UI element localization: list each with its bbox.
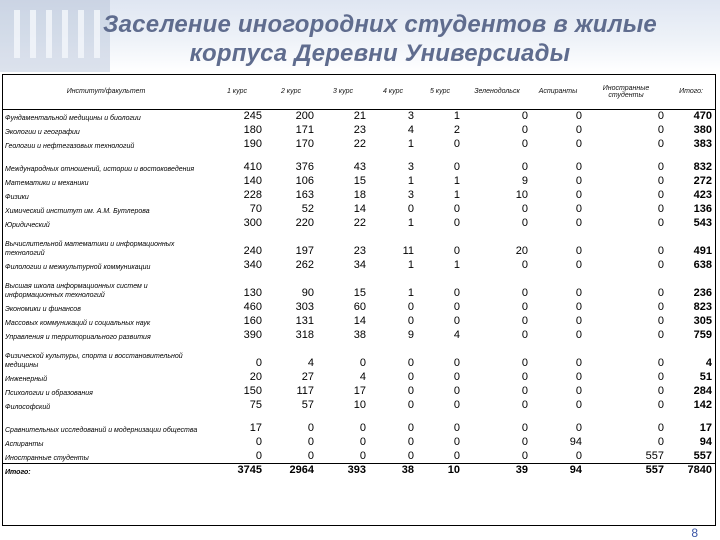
cell-total: 136 (693, 203, 712, 215)
cell-c4: 0 (407, 357, 414, 369)
cell-total: 284 (693, 385, 712, 397)
cell-c4: 38 (369, 463, 417, 477)
institute-name: Геологии и нефтегазовых технологий (5, 143, 135, 150)
cell-asp: 0 (575, 301, 582, 313)
cell-c3: 18 (353, 189, 366, 201)
institute-name: Аспиранты (5, 441, 44, 448)
cell-asp: 0 (575, 203, 582, 215)
cell-ino: 0 (657, 245, 664, 257)
cell-total: 491 (693, 245, 712, 257)
institute-name: Массовых коммуникаций и социальных наук (5, 320, 151, 327)
cell-zel: 10 (515, 189, 528, 201)
cell-c4: 9 (407, 329, 414, 341)
cell-c3: 0 (359, 357, 366, 369)
cell-ino: 0 (657, 124, 664, 136)
cell-total: 470 (693, 110, 712, 122)
cell-c5: 0 (453, 422, 460, 434)
table-row (3, 109, 715, 123)
cell-c2: 52 (301, 203, 314, 215)
header-total: Итого: (667, 75, 715, 109)
cell-ino: 0 (657, 110, 664, 122)
table-row (3, 435, 715, 449)
cell-total: 557 (693, 449, 712, 462)
cell-c1: 300 (243, 217, 262, 229)
institute-name: Филологии и межкультурной коммуникации (5, 264, 151, 271)
cell-zel: 0 (521, 138, 528, 150)
table-row (3, 188, 715, 202)
institute-name: Управления и территориального развития (5, 334, 151, 341)
cell-ino: 0 (657, 287, 664, 299)
cell-c2: 57 (301, 399, 314, 411)
cell-total: 543 (693, 217, 712, 229)
cell-c5: 0 (453, 203, 460, 215)
header-zelenodolsk: Зеленодольск (463, 75, 531, 109)
cell-asp: 0 (575, 110, 582, 122)
cell-c3: 17 (353, 385, 366, 397)
grand-total-label: Итого: (3, 463, 209, 477)
table-row (3, 398, 715, 412)
cell-c2: 131 (295, 315, 314, 327)
cell-c2: 303 (295, 301, 314, 313)
cell-c2: 163 (295, 189, 314, 201)
cell-c1: 17 (249, 422, 262, 434)
cell-c5: 0 (453, 138, 460, 150)
cell-ino: 0 (657, 161, 664, 173)
cell-ino: 0 (657, 203, 664, 215)
cell-c4: 0 (407, 436, 414, 448)
institute-name: Экономики и финансов (5, 306, 81, 313)
cell-ino: 0 (657, 175, 664, 187)
cell-c3: 10 (353, 399, 366, 411)
cell-c4: 1 (407, 175, 414, 187)
cell-c3: 43 (353, 161, 366, 173)
cell-asp: 0 (575, 315, 582, 327)
cell-zel: 0 (521, 287, 528, 299)
header-course-2: 2 курс (265, 75, 317, 109)
cell-asp: 0 (575, 161, 582, 173)
table-row (3, 384, 715, 398)
cell-c4: 3 (407, 161, 414, 173)
table-row (3, 300, 715, 314)
cell-c4: 0 (407, 315, 414, 327)
cell-zel: 0 (521, 124, 528, 136)
cell-c5: 2 (453, 124, 460, 136)
cell-total: 832 (693, 161, 712, 173)
cell-total: 236 (693, 287, 712, 299)
cell-c5: 1 (453, 189, 460, 201)
cell-c4: 1 (407, 217, 414, 229)
cell-c5: 4 (453, 329, 460, 341)
cell-c1: 160 (243, 315, 262, 327)
header-course-5: 5 курс (417, 75, 463, 109)
header-banner (0, 0, 720, 72)
cell-ino: 0 (657, 357, 664, 369)
cell-c4: 3 (407, 189, 414, 201)
cell-zel: 0 (521, 161, 528, 173)
cell-c1: 340 (243, 259, 262, 271)
cell-c1: 245 (243, 110, 262, 122)
cell-zel: 9 (521, 175, 528, 187)
cell-c2: 2964 (265, 463, 317, 477)
page-number: 8 (691, 526, 698, 540)
cell-c5: 0 (453, 436, 460, 448)
cell-c3: 21 (353, 110, 366, 122)
cell-c2: 90 (301, 287, 314, 299)
cell-zel: 0 (521, 385, 528, 397)
cell-c2: 27 (301, 371, 314, 383)
institute-name: Юридический (5, 222, 50, 229)
cell-asp: 0 (575, 287, 582, 299)
header-foreign-students: Иностранные студенты (585, 75, 667, 109)
cell-total: 7840 (667, 463, 715, 477)
cell-c5: 1 (453, 259, 460, 271)
cell-c3: 60 (353, 301, 366, 313)
cell-total: 142 (693, 399, 712, 411)
cell-c4: 0 (407, 301, 414, 313)
cell-zel: 0 (521, 422, 528, 434)
institute-name: Химический институт им. А.М. Бутлерова (5, 208, 150, 215)
cell-c1: 0 (255, 357, 262, 369)
cell-c1: 70 (249, 203, 262, 215)
slide-title: Заселение иногородних студентов в жилые корпуса Деревни Универсиады (103, 11, 657, 67)
institute-name: Физической культуры, спорта и восстановительной медицины (5, 353, 183, 369)
cell-c3: 23 (353, 124, 366, 136)
cell-asp: 0 (575, 449, 582, 462)
cell-c4: 0 (407, 449, 414, 462)
cell-zel: 0 (521, 399, 528, 411)
cell-c2: 220 (295, 217, 314, 229)
cell-asp: 0 (575, 371, 582, 383)
institute-name: Высшая школа информационных систем и информационных технологий (5, 283, 148, 299)
cell-c5: 1 (453, 110, 460, 122)
cell-c2: 117 (296, 385, 314, 397)
table-row (3, 258, 715, 272)
cell-c4: 0 (407, 422, 414, 434)
cell-ino: 557 (585, 463, 667, 477)
cell-c3: 0 (359, 436, 366, 448)
cell-zel: 0 (521, 110, 528, 122)
cell-zel: 0 (521, 203, 528, 215)
cell-asp: 0 (575, 422, 582, 434)
accommodation-table (2, 74, 716, 526)
cell-asp: 0 (575, 217, 582, 229)
cell-c5: 0 (453, 301, 460, 313)
table-row (3, 412, 715, 435)
cell-total: 380 (693, 124, 712, 136)
cell-total: 4 (705, 357, 712, 369)
cell-zel: 0 (521, 259, 528, 271)
header-course-1: 1 курс (209, 75, 265, 109)
table-row (3, 174, 715, 188)
cell-zel: 20 (515, 245, 528, 257)
cell-c3: 14 (353, 315, 366, 327)
header-course-4: 4 курс (369, 75, 417, 109)
cell-total: 305 (693, 315, 712, 327)
table-row (3, 370, 715, 384)
institute-name: Фундаментальной медицины и биологии (5, 115, 141, 122)
cell-asp: 0 (575, 399, 582, 411)
cell-asp: 0 (575, 138, 582, 150)
cell-ino: 0 (657, 436, 664, 448)
cell-c2: 0 (307, 422, 314, 434)
institute-name: Математики и механики (5, 180, 89, 187)
cell-c3: 15 (353, 175, 366, 187)
cell-total: 17 (699, 422, 712, 434)
cell-c2: 171 (295, 124, 314, 136)
cell-ino: 0 (657, 259, 664, 271)
cell-c2: 197 (295, 245, 314, 257)
cell-c1: 0 (255, 436, 262, 448)
cell-ino: 0 (657, 329, 664, 341)
cell-total: 823 (693, 301, 712, 313)
cell-asp: 94 (531, 463, 585, 477)
cell-c2: 262 (295, 259, 314, 271)
table-row (3, 230, 715, 258)
cell-total: 423 (693, 189, 712, 201)
table-row (3, 123, 715, 137)
cell-c5: 0 (453, 449, 460, 462)
cell-c3: 34 (353, 259, 366, 271)
cell-ino: 0 (657, 301, 664, 313)
cell-c2: 318 (295, 329, 314, 341)
cell-c4: 1 (407, 287, 414, 299)
cell-zel: 0 (521, 449, 528, 462)
table-row (3, 272, 715, 300)
cell-asp: 0 (575, 245, 582, 257)
cell-asp: 0 (575, 385, 582, 397)
cell-asp: 0 (575, 189, 582, 201)
cell-asp: 94 (569, 436, 582, 448)
institute-name: Иностранные студенты (5, 454, 89, 462)
cell-c4: 1 (407, 259, 414, 271)
header-graduate-students: Аспиранты (531, 75, 585, 109)
cell-c3: 393 (317, 463, 369, 477)
cell-c1: 240 (243, 245, 262, 257)
institute-name: Сравнительных исследований и модернизации общества (5, 427, 198, 434)
institute-name: Психологии и образования (5, 390, 93, 397)
cell-c4: 0 (407, 371, 414, 383)
cell-c5: 0 (453, 217, 460, 229)
cell-c3: 22 (353, 138, 366, 150)
cell-c2: 0 (307, 449, 314, 462)
cell-zel: 0 (521, 371, 528, 383)
cell-c4: 4 (407, 124, 414, 136)
cell-c2: 0 (307, 436, 314, 448)
cell-c1: 3745 (209, 463, 265, 477)
cell-c3: 22 (353, 217, 366, 229)
cell-asp: 0 (575, 259, 582, 271)
table-row (3, 216, 715, 230)
cell-c1: 410 (243, 161, 262, 173)
table-row (3, 449, 715, 463)
cell-c3: 23 (353, 245, 366, 257)
cell-total: 272 (693, 175, 712, 187)
cell-ino: 557 (645, 449, 664, 462)
table-row (3, 151, 715, 174)
cell-c3: 0 (359, 422, 366, 434)
table-row (3, 328, 715, 342)
cell-ino: 0 (657, 138, 664, 150)
cell-ino: 0 (657, 315, 664, 327)
cell-zel: 0 (521, 301, 528, 313)
cell-zel: 0 (521, 436, 528, 448)
cell-asp: 0 (575, 175, 582, 187)
cell-ino: 0 (657, 385, 664, 397)
cell-c5: 0 (453, 287, 460, 299)
cell-c5: 0 (453, 399, 460, 411)
cell-c2: 200 (295, 110, 314, 122)
cell-zel: 39 (463, 463, 531, 477)
cell-c4: 0 (407, 203, 414, 215)
institute-name: Физики (5, 194, 29, 201)
table-row (3, 202, 715, 216)
cell-c1: 130 (243, 287, 262, 299)
cell-c4: 0 (407, 399, 414, 411)
cell-c1: 180 (243, 124, 262, 136)
cell-total: 51 (699, 371, 712, 383)
cell-c1: 20 (249, 371, 262, 383)
table-header-row (3, 75, 715, 109)
cell-c1: 228 (243, 189, 262, 201)
cell-c5: 0 (453, 161, 460, 173)
cell-c1: 0 (255, 449, 262, 462)
cell-zel: 0 (521, 329, 528, 341)
institute-name: Международных отношений, истории и востоковедения (5, 166, 195, 173)
cell-c3: 4 (359, 371, 366, 383)
cell-c5: 1 (453, 175, 460, 187)
cell-c1: 390 (243, 329, 262, 341)
cell-c4: 1 (407, 138, 414, 150)
cell-zel: 0 (521, 315, 528, 327)
table-row (3, 137, 715, 151)
table-row (3, 342, 715, 370)
cell-ino: 0 (657, 189, 664, 201)
header-institute: Институт/факультет (3, 75, 209, 109)
cell-c2: 4 (307, 357, 314, 369)
cell-c1: 140 (243, 175, 262, 187)
cell-c1: 150 (243, 385, 262, 397)
cell-c1: 75 (249, 399, 262, 411)
cell-asp: 0 (575, 357, 582, 369)
cell-c3: 15 (353, 287, 366, 299)
institute-name: Инженерный (5, 376, 48, 383)
cell-ino: 0 (657, 422, 664, 434)
header-course-3: 3 курс (317, 75, 369, 109)
institute-name: Экологии и географии (5, 129, 80, 136)
institute-name: Философский (5, 404, 51, 411)
cell-c3: 38 (353, 329, 366, 341)
cell-c1: 460 (243, 301, 262, 313)
cell-total: 383 (693, 138, 712, 150)
cell-c4: 11 (402, 245, 414, 257)
cell-c5: 0 (453, 245, 460, 257)
cell-c1: 190 (243, 138, 262, 150)
cell-asp: 0 (575, 329, 582, 341)
cell-c5: 0 (453, 371, 460, 383)
cell-ino: 0 (657, 399, 664, 411)
cell-c2: 106 (295, 175, 314, 187)
cell-c5: 10 (417, 463, 463, 477)
cell-c5: 0 (453, 315, 460, 327)
grand-total-row (3, 463, 715, 477)
table-row (3, 314, 715, 328)
cell-ino: 0 (657, 217, 664, 229)
cell-c5: 0 (453, 385, 460, 397)
institute-name: Вычислительной математики и информационных технологий (5, 241, 175, 257)
cell-ino: 0 (657, 371, 664, 383)
cell-c5: 0 (453, 357, 460, 369)
cell-c3: 14 (353, 203, 366, 215)
cell-c4: 0 (407, 385, 414, 397)
cell-zel: 0 (521, 357, 528, 369)
cell-c3: 0 (359, 449, 366, 462)
cell-c2: 376 (295, 161, 314, 173)
cell-zel: 0 (521, 217, 528, 229)
cell-total: 94 (699, 436, 712, 448)
cell-c4: 3 (407, 110, 414, 122)
cell-c2: 170 (295, 138, 314, 150)
cell-total: 638 (693, 259, 712, 271)
cell-total: 759 (693, 329, 712, 341)
cell-asp: 0 (575, 124, 582, 136)
